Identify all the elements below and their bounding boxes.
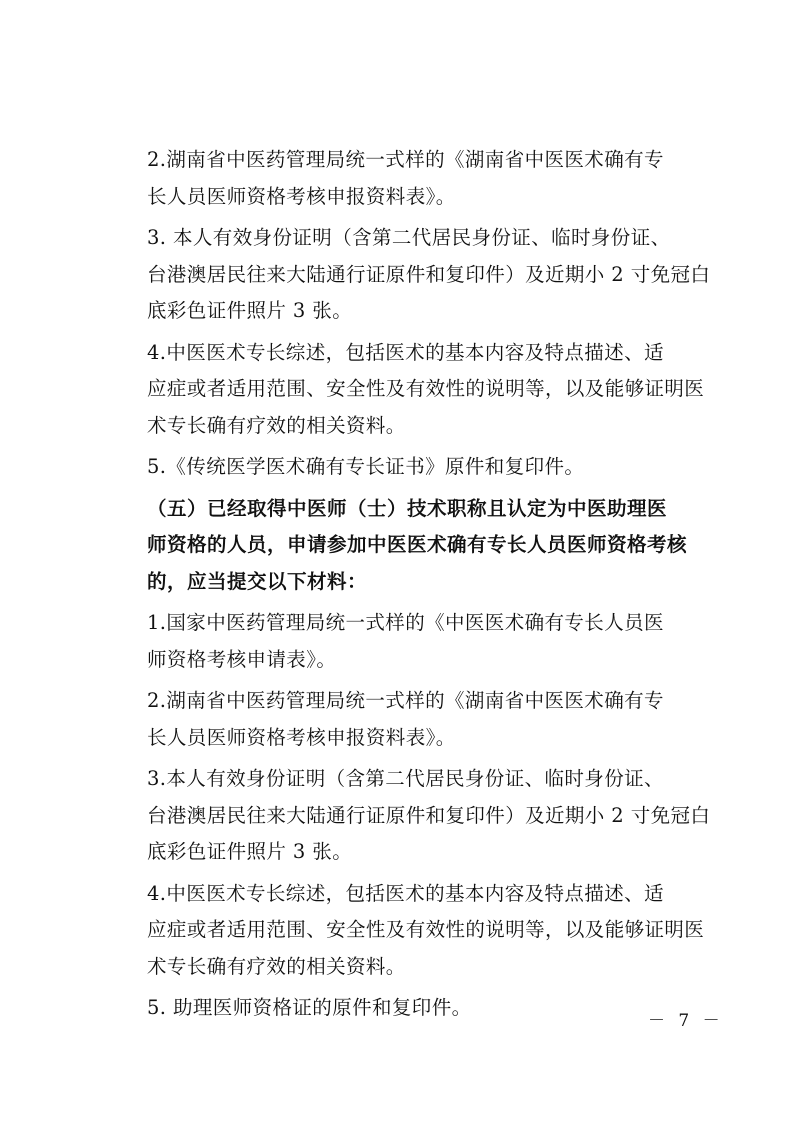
heading-line: 的，应当提交以下材料： [147, 569, 368, 593]
paragraph-item-2-report-form [108, 142, 698, 215]
paragraph-item-5-assistant-certificate [108, 990, 698, 1027]
document-body [108, 142, 711, 1032]
text-line: 2.湖南省中医药管理局统一式样的《湖南省中医医术确有专 [147, 148, 664, 171]
text-line: 台港澳居民往来大陆通行证原件和复印件）及近期小 2 寸免冠白 [147, 262, 711, 286]
text-line: 术专长确有疗效的相关资料。 [147, 954, 406, 978]
paragraph-item-5-certificate [108, 449, 698, 486]
text-line: 4.中医医术专长综述，包括医术的基本内容及特点描述、适 [147, 881, 664, 905]
text-line: 2.湖南省中医药管理局统一式样的《湖南省中医医术确有专 [147, 689, 664, 712]
text-line: 5.《传统医学医术确有专长证书》原件和复印件。 [147, 455, 585, 478]
text-line: 师资格考核申请表》。 [147, 647, 337, 671]
text-line: 台港澳居民往来大陆通行证原件和复印件）及近期小 2 寸免冠白 [147, 803, 711, 827]
text-line: 长人员医师资格考核申报资料表》。 [147, 725, 456, 749]
text-line: 4.中医医术专长综述，包括医术的基本内容及特点描述、适 [147, 340, 664, 364]
paragraph-item-2-report-form [108, 683, 698, 756]
paragraph-item-3-identity-proof [108, 761, 711, 871]
paragraph-item-4-expertise-summary [108, 876, 705, 986]
page-number: － 7 － [648, 1011, 724, 1031]
text-line: 1.国家中医药管理局统一式样的《中医医术确有专长人员医 [147, 611, 664, 634]
text-line: 底彩色证件照片 3 张。 [147, 840, 353, 863]
text-line: 3.本人有效身份证明（含第二代居民身份证、临时身份证、 [147, 767, 664, 790]
text-line: 长人员医师资格考核申报资料表》。 [147, 184, 456, 208]
paragraph-item-3-identity-proof [108, 220, 711, 330]
section-heading-five [108, 491, 698, 601]
paragraph-item-4-expertise-summary [108, 335, 705, 445]
paragraph-item-1-application-form [108, 605, 698, 678]
text-line: 应症或者适用范围、安全性及有效性的说明等，以及能够证明医 [147, 918, 705, 941]
heading-line: 师资格的人员，申请参加中医医术确有专长人员医师资格考核 [147, 533, 688, 556]
text-line: 底彩色证件照片 3 张。 [147, 299, 353, 322]
text-line: 应症或者适用范围、安全性及有效性的说明等，以及能够证明医 [147, 377, 705, 400]
text-line: 5. 助理医师资格证的原件和复印件。 [147, 996, 472, 1019]
text-line: 3. 本人有效身份证明（含第二代居民身份证、临时身份证、 [147, 226, 671, 249]
text-line: 术专长确有疗效的相关资料。 [147, 413, 406, 437]
heading-line: （五）已经取得中医师（士）技术职称且认定为中医助理医 [147, 496, 668, 520]
